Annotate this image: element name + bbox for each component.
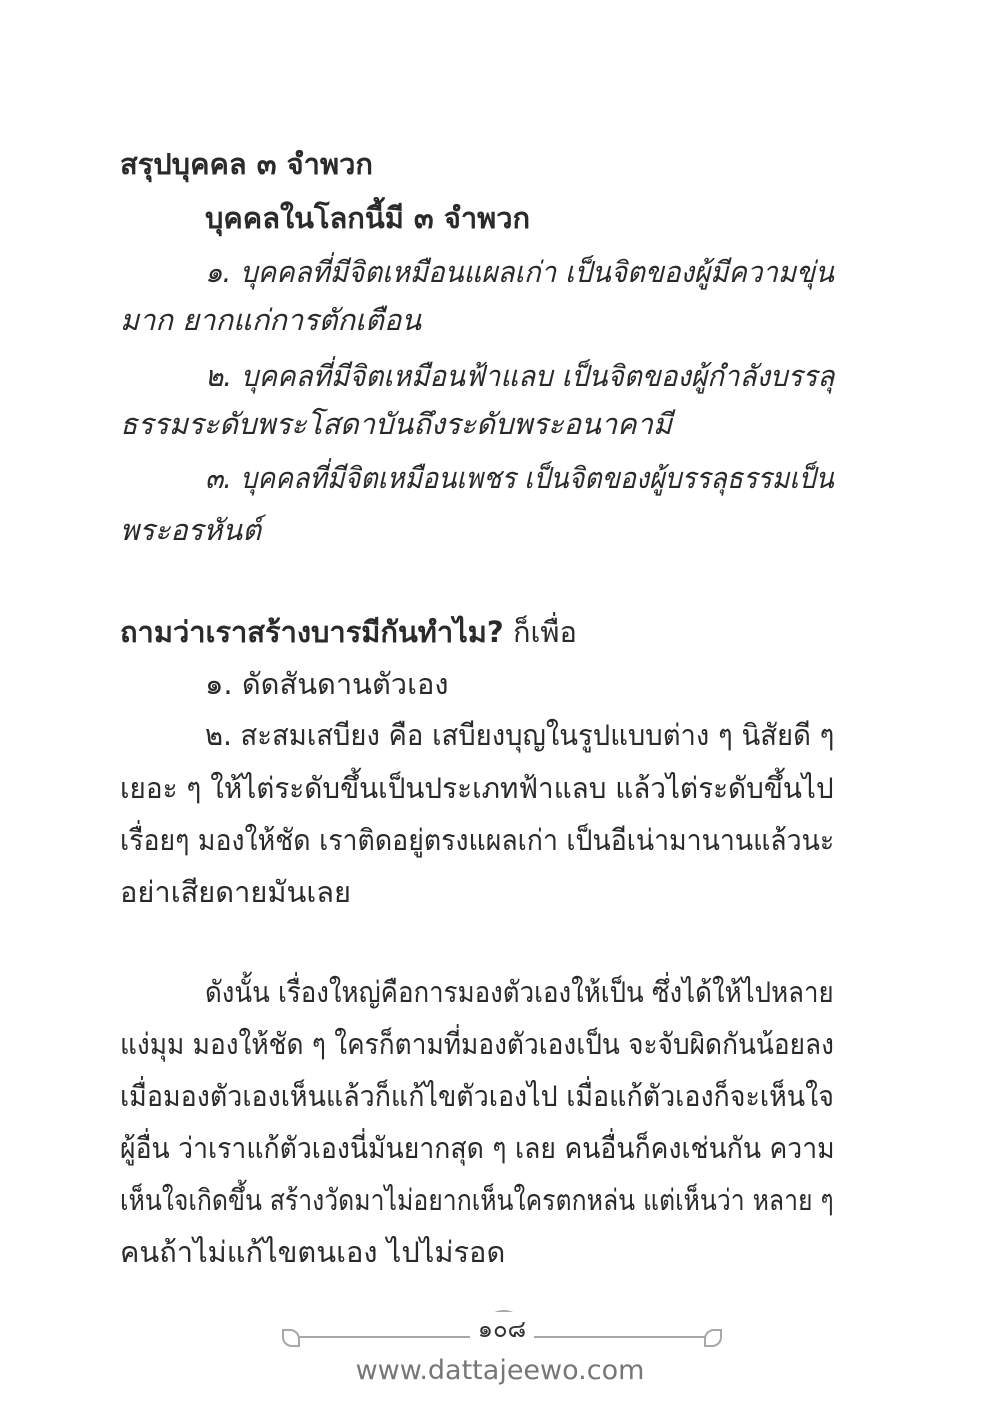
paragraph-line: เห็นใจเกิดขึ้น สร้างวัดมาไม่อยากเห็นใครตกหล่น แต่เห็นว่า หลาย ๆ xyxy=(120,1183,834,1217)
paragraph-line: ผู้อื่น ว่าเราแก้ตัวเองนี่มันยากสุด ๆ เลย คนอื่นก็คงเช่นกัน ความ xyxy=(120,1131,835,1165)
list-item-text: ๓. บุคคลที่มีจิตเหมือนเพชร เป็นจิตของผู้บรรลุธรรมเป็น xyxy=(205,461,834,495)
paragraph-line: ดังนั้น เรื่องใหญ่คือการมองตัวเองให้เป็น ซึ่งได้ให้ไปหลาย xyxy=(205,975,834,1009)
section-heading: สรุปบุคคล ๓ จำพวก xyxy=(120,147,373,181)
footer-rule-right xyxy=(534,1336,712,1338)
paragraph-line: ๒. สะสมเสบียง คือ เสบียงบุญในรูปแบบต่าง ๆ นิสัยดี ๆ xyxy=(205,718,835,752)
paragraph-line: เรื่อยๆ มองให้ชัด เราติดอยู่ตรงแผลเก่า เป็นอีเน่ามานานแล้วนะ xyxy=(120,823,835,857)
paragraph-line: ๑. ดัดสันดานตัวเอง xyxy=(205,667,449,701)
paragraph-line: คนถ้าไม่แก้ไขตนเอง ไปไม่รอด xyxy=(120,1235,506,1269)
leaf-ornament-icon xyxy=(282,1329,300,1347)
paragraph-line: อย่าเสียดายมันเลย xyxy=(120,875,352,909)
footer-rule-left xyxy=(292,1336,470,1338)
section-subheading: บุคคลในโลกนี้มี ๓ จำพวก xyxy=(205,201,531,235)
paragraph-line: เยอะ ๆ ให้ไต่ระดับขึ้นเป็นประเภทฟ้าแลบ แล้วไต่ระดับขึ้นไป xyxy=(120,771,834,805)
leaf-ornament-icon xyxy=(704,1329,722,1347)
question-line xyxy=(120,610,577,654)
list-item-text: ๒. บุคคลที่มีจิตเหมือนฟ้าแลบ เป็นจิตของผู้กำลังบรรลุ xyxy=(205,359,835,393)
list-item-text: พระอรหันต์ xyxy=(120,513,262,547)
page-number: ๑๐๘ xyxy=(470,1312,534,1346)
paragraph-line: เมื่อมองตัวเองเห็นแล้วก็แก้ไขตัวเองไป เมื่อแก้ตัวเองก็จะเห็นใจ xyxy=(120,1079,834,1113)
list-item-text: ธรรมระดับพระโสดาบันถึงระดับพระอนาคามี xyxy=(120,407,672,441)
website-url: www.dattajeewo.com xyxy=(355,1355,645,1386)
list-item-text: มาก ยากแก่การตักเตือน xyxy=(120,303,422,337)
paragraph-line: แง่มุม มองให้ชัด ๆ ใครก็ตามที่มองตัวเองเป็น จะจับผิดกันน้อยลง xyxy=(120,1027,834,1061)
list-item-text: ๑. บุคคลที่มีจิตเหมือนแผลเก่า เป็นจิตของผู้มีความขุ่น xyxy=(205,255,834,289)
question-tail: ก็เพื่อ xyxy=(512,615,577,649)
question-text: ถามว่าเราสร้างบารมีกันทำไม? xyxy=(120,615,504,649)
